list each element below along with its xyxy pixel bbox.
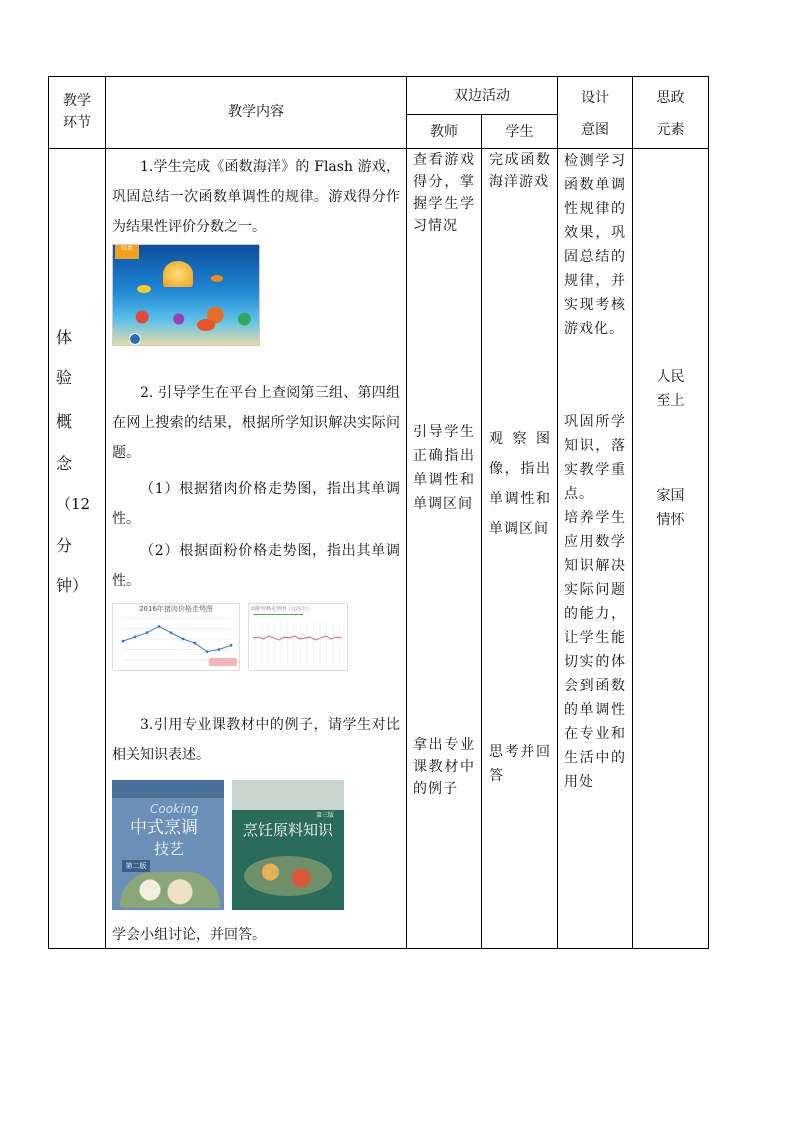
teacher-activity-2: 引导学生正确指出单调性和单调区间 [413,424,475,512]
content-item-1: 1.学生完成《函数海洋》的 Flash 游戏，巩固总结一次函数单调性的规律。游戏得分作为结果性评价分数之一。 [112,159,400,235]
game-fish-icon-2 [211,275,223,282]
pork-chart-point [146,631,149,634]
header-design-2: 意图 [581,122,609,138]
student-activity-3: 思考并回答 [489,744,551,784]
content-item-2: 2. 引导学生在平台上查阅第三组、第四组在网上搜索的结果，根据所学知识解决实际问题。 [112,385,400,461]
pork-chart-point [158,625,161,628]
design-intent-3: 培养学生应用数学知识解决实际问题的能力，让学生能切实的体会到函数的单调性在专业和生活中的用处 [564,510,626,790]
ideology-element-1: 人民 至上 [656,369,685,409]
teacher-activity-3: 拿出专业课教材中的例子 [413,737,475,797]
content-item-2b: （2）根据面粉价格走势图，指出其单调性。 [112,543,400,589]
header-student: 学生 [505,124,534,140]
col-line-3 [481,114,482,949]
book1-en: Cooking [150,802,199,816]
flour-chart-title: 面粉价格走势图（元/公斤） [251,606,313,612]
stage-char-2: 概 [55,412,72,431]
pork-chart-point [230,644,233,647]
col-line-1 [105,76,106,949]
header-design-1: 设计 [581,90,609,106]
header-content: 教学内容 [228,104,284,120]
header-ideology-1: 思政 [656,90,685,106]
header-teacher: 教师 [430,124,458,140]
content-item-3: 3.引用专业课教材中的例子，请学生对比相关知识表述。 [112,717,400,763]
game-back-button [129,333,141,345]
book2-photo [244,856,332,896]
stage-char-5: 分 [55,536,72,555]
book1-title-2: 技艺 [154,840,185,858]
flour-price-chart [248,603,348,671]
student-activity-1: 完成函数海洋游戏 [489,152,551,190]
pork-chart-point [194,642,197,645]
game-fish-icon [137,285,151,293]
pork-chart-point [170,631,173,634]
stage-char-0: 体 [55,328,72,347]
col-line-2 [406,76,407,949]
pork-chart-point [134,636,137,639]
ideology-element-2: 家国 情怀 [656,488,685,528]
pork-chart-point [182,638,185,641]
pork-chart-title: 2016年猪肉价格走势图 [139,605,213,613]
book1-top-band [112,780,224,798]
game-title-tag: 结果 [115,245,139,259]
col-line-6 [708,76,709,949]
pork-chart-point [218,648,221,651]
book2-edition: 第三版 [316,812,335,819]
stage-char-6: 钟） [56,576,89,595]
game-shell-icon [163,261,193,287]
book1-title-1: 中式烹调 [130,818,198,838]
header-ideology-2: 元素 [656,122,685,138]
textbook-cover-ingredients [232,780,344,910]
flour-chart-plot [249,618,347,668]
book1-edition: 第二版 [122,860,150,872]
design-intent-2: 巩固所学知识，落实教学重点。 [564,414,626,502]
stage-char-4: （12 [56,495,91,513]
col-line-0 [48,76,49,949]
header-stage: 教学 环节 [63,93,91,131]
content-item-2a: （1）根据猪肉价格走势图，指出其单调性。 [112,481,400,527]
content-item-4: 学会小组讨论，并回答。 [112,927,266,943]
pork-chart-point [206,650,209,653]
book2-top [232,780,344,810]
stage-char-3: 念 [55,454,72,473]
textbook-cover-cooking [112,780,224,910]
book2-title: 烹饪原料知识 [242,821,333,839]
header-activity: 双边活动 [454,88,510,104]
game-crab-icon [197,319,215,331]
col-line-4 [557,76,558,949]
table-border-top [48,76,709,77]
student-activity-2: 观察图像，指出单调性和单调区间 [489,431,551,537]
teacher-activity-1: 查看游戏得分，掌握学生学习情况 [413,152,475,234]
stage-char-1: 验 [55,368,72,387]
pork-chart-point [122,640,125,643]
book1-photo [120,872,220,908]
chart-watermark [209,658,237,666]
flour-chart-line [253,636,341,640]
design-intent-1: 检测学习函数单调性规律的效果，巩固总结的规律，并实现考核游戏化。 [564,153,626,337]
flour-chart-legend [253,614,303,615]
pork-price-chart [112,603,240,671]
game-coral [113,307,259,327]
game-screenshot [112,244,260,346]
